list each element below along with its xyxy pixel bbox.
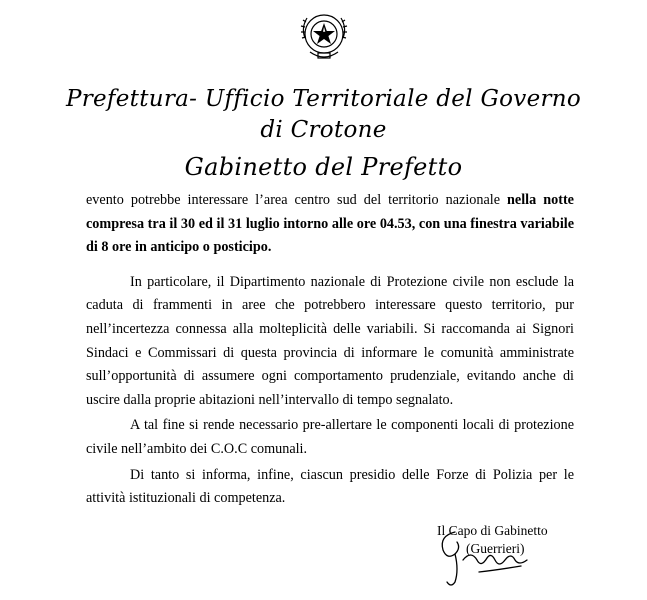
letter-body [86, 189, 574, 511]
paragraph-1-text: evento potrebbe interessare l’area centro sud del territorio nazionale [86, 192, 508, 208]
paragraph-1 [86, 189, 574, 260]
header-gabinetto: Gabinetto del Prefetto [184, 153, 463, 181]
header-crotone: di Crotone [260, 117, 387, 143]
paragraph-3: A tal fine si rende necessario pre-allertare le componenti locali di protezione civile nell’ambito dei C.O.C comunali. [86, 417, 574, 457]
paragraph-4: Di tanto si informa, infine, ciascun presidio delle Forze di Polizia per le attività istituzionali di competenza. [86, 466, 574, 507]
header-prefettura: Prefettura- Ufficio Territoriale del Governo [65, 86, 582, 112]
italian-republic-emblem [296, 8, 352, 64]
handwritten-signature [425, 526, 555, 592]
signature-title: Il Capo di Gabinetto [437, 523, 548, 538]
paragraph-2: In particolare, il Dipartimento nazionale di Protezione civile non esclude la caduta di frammenti in aree che potrebbero interessare questo territorio, pur nell’incertezza connessa alla molteplicità delle variabili. Si raccomanda ai Signori Sindaci e Commissari di questa provincia di informare le comunità amministrate sull’opportunità di assumere ogni comportamento prudenziale, evitando anche di uscire dalla proprie abitazioni nell’intervallo di tempo segnalato. [86, 273, 574, 408]
paragraph-1-bold: nella notte compresa tra il 30 ed il 31 luglio intorno alle ore 04.53, con una finestra variabile di 8 ore in anticipo o posticipo. [86, 192, 574, 256]
signature-name: (Guerrieri) [466, 541, 525, 556]
